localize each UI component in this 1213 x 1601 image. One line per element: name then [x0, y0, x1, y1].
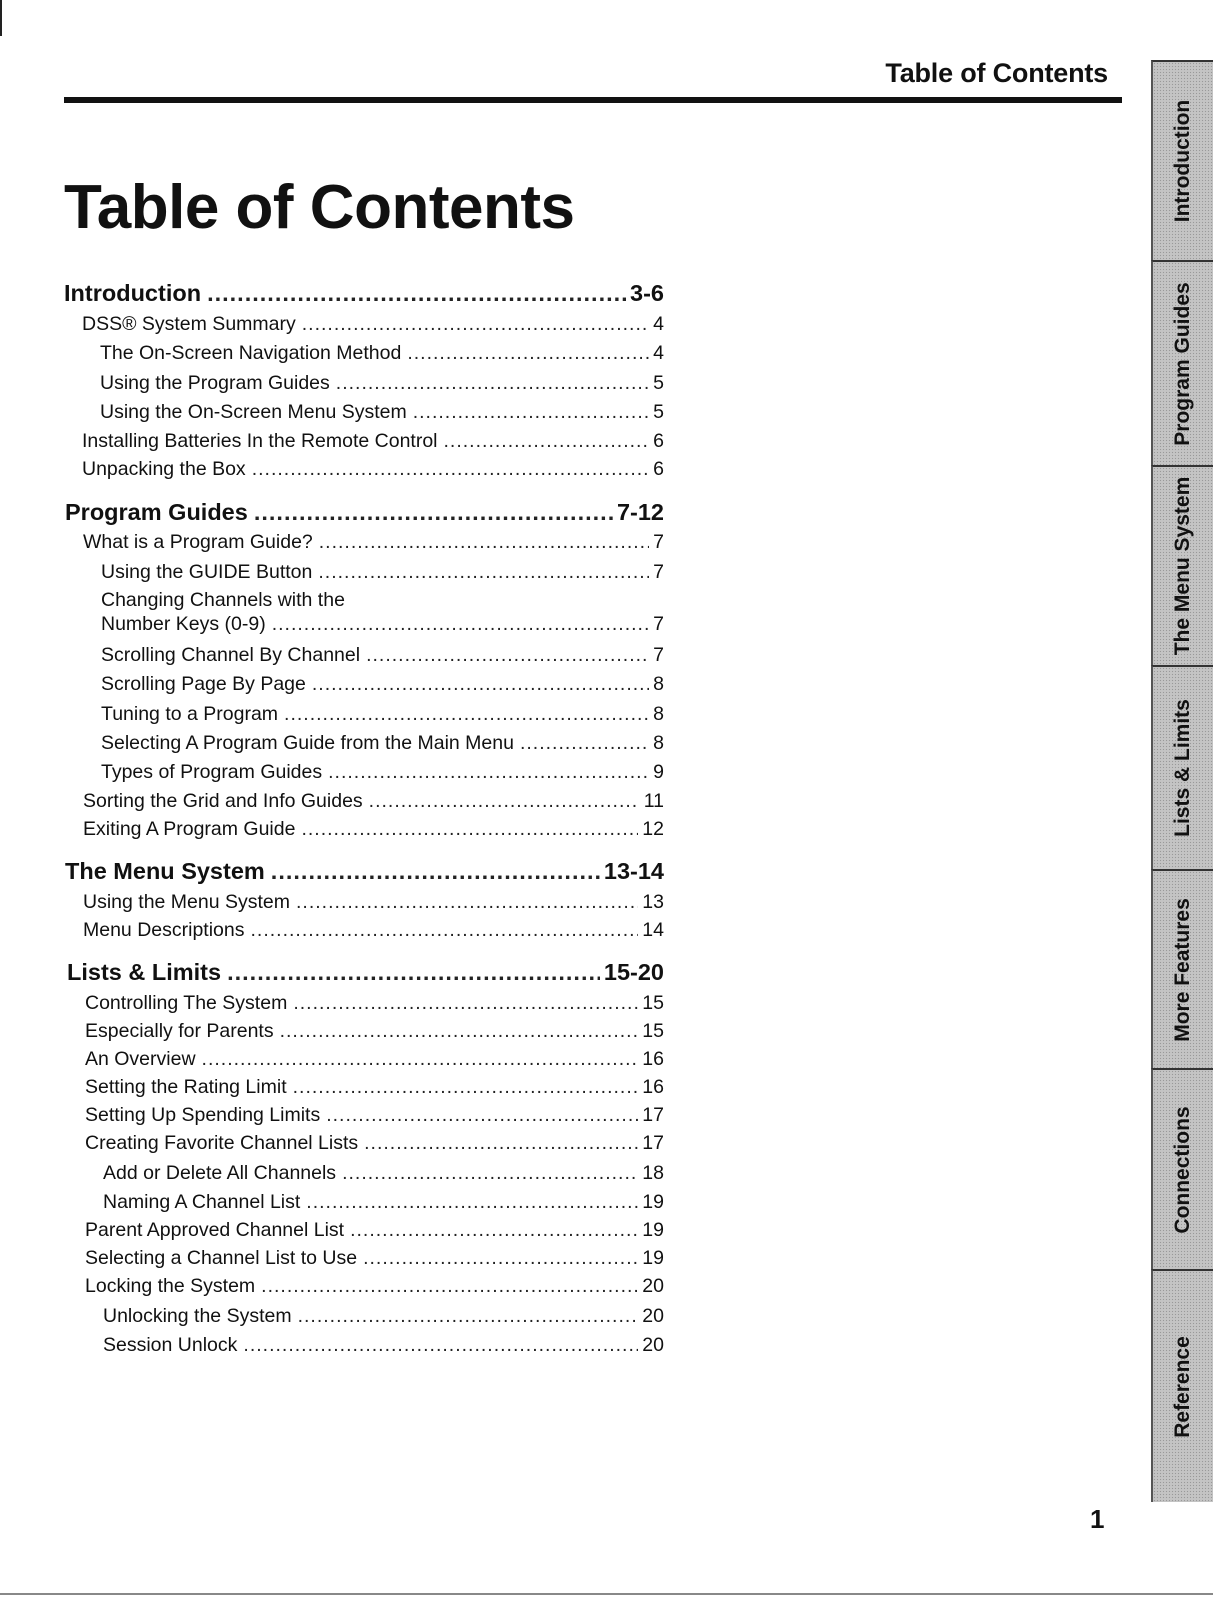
- toc-page-ref: 7: [653, 613, 664, 635]
- dot-leader: [328, 761, 649, 784]
- toc-entry: [103, 1162, 664, 1185]
- scan-edge-bottom: [0, 1593, 1213, 1595]
- toc-page-ref: 18: [642, 1162, 664, 1184]
- toc-page-ref: 19: [642, 1219, 664, 1241]
- toc-page-ref: 5: [653, 372, 664, 394]
- toc-entry: [83, 891, 664, 914]
- tab-program-guides[interactable]: [1151, 260, 1213, 465]
- dot-leader: [318, 561, 649, 584]
- toc-entry: [100, 372, 664, 395]
- toc-page-ref: 7: [653, 644, 664, 666]
- toc-entry-text: Tuning to a Program: [101, 703, 279, 725]
- dot-leader: [364, 1132, 638, 1155]
- dot-leader: [407, 342, 649, 365]
- dot-leader: [252, 458, 649, 481]
- toc-entry-text: Add or Delete All Channels: [103, 1162, 337, 1184]
- tab-label: Lists & Limits: [1171, 699, 1194, 837]
- dot-leader: [243, 1334, 638, 1357]
- toc-page-ref: 7: [653, 561, 664, 583]
- tab-label: Reference: [1171, 1335, 1194, 1438]
- toc-page-ref: 7-12: [616, 499, 664, 525]
- toc-page-ref: 19: [642, 1247, 664, 1269]
- toc-section-title: Program Guides: [65, 499, 248, 525]
- tab-label: Program Guides: [1171, 281, 1194, 446]
- toc-page-ref: 17: [642, 1132, 664, 1154]
- toc-section: [65, 858, 664, 885]
- dot-leader: [306, 1191, 638, 1214]
- toc-entry: [101, 644, 664, 667]
- toc-entry: [103, 1191, 664, 1214]
- toc-entry-text: Creating Favorite Channel Lists: [85, 1132, 359, 1154]
- toc-entry: [100, 342, 664, 365]
- dot-leader: [272, 613, 649, 636]
- toc-section: [65, 499, 664, 526]
- toc-entry: [85, 1020, 664, 1043]
- toc-entry: [101, 613, 664, 636]
- toc-entry: [101, 673, 664, 696]
- toc-entry: [83, 531, 664, 554]
- toc-entry-text: Changing Channels with the: [101, 589, 345, 611]
- tab-lists-limits[interactable]: [1151, 665, 1213, 869]
- section-tab-strip: [1151, 60, 1213, 1502]
- tab-label: More Features: [1171, 897, 1194, 1042]
- toc-page-ref: 20: [642, 1334, 664, 1356]
- toc-entry-text: An Overview: [85, 1048, 196, 1070]
- toc-entry-line: [101, 589, 664, 612]
- toc-page-ref: 4: [653, 342, 664, 364]
- dot-leader: [202, 1048, 639, 1071]
- dot-leader: [293, 1076, 639, 1099]
- toc-entry-text: Using the GUIDE Button: [101, 561, 313, 583]
- header-rule: [64, 97, 1122, 103]
- dot-leader: [363, 1247, 638, 1270]
- toc-entry-text: Setting the Rating Limit: [85, 1076, 287, 1098]
- toc-entry-text: Using the On-Screen Menu System: [100, 401, 407, 423]
- toc-page-ref: 12: [642, 818, 664, 840]
- toc-entry: [85, 1076, 664, 1099]
- dot-leader: [342, 1162, 638, 1185]
- toc-entry-text: Exiting A Program Guide: [83, 818, 296, 840]
- toc-entry-text: DSS® System Summary: [82, 313, 296, 335]
- toc-entry-text: Number Keys (0-9): [101, 613, 266, 635]
- toc-entry-text: The On-Screen Navigation Method: [100, 342, 402, 364]
- toc-page-ref: 13-14: [603, 858, 664, 884]
- toc-entry: [82, 430, 664, 453]
- toc-page-ref: 8: [653, 703, 664, 725]
- dot-leader: [413, 401, 649, 424]
- dot-leader: [336, 372, 649, 395]
- dot-leader: [298, 1305, 639, 1328]
- dot-leader: [296, 891, 638, 914]
- dot-leader: [261, 1275, 638, 1298]
- tab-the-menu-system[interactable]: [1151, 465, 1213, 665]
- toc-entry: [103, 1305, 664, 1328]
- toc-entry-text: Scrolling Page By Page: [101, 673, 306, 695]
- tab-more-features[interactable]: [1151, 869, 1213, 1068]
- toc-entry-text: Scrolling Channel By Channel: [101, 644, 361, 666]
- toc-entry: [85, 1048, 664, 1071]
- tab-reference[interactable]: [1151, 1269, 1213, 1502]
- tab-label: Introduction: [1171, 99, 1194, 223]
- toc-entry: [85, 1132, 664, 1155]
- toc-entry: [101, 561, 664, 584]
- toc-page-ref: 19: [642, 1191, 664, 1213]
- toc-page-ref: 20: [642, 1275, 664, 1297]
- dot-leader: [207, 280, 626, 307]
- toc-page-ref: 8: [653, 673, 664, 695]
- dot-leader: [284, 703, 649, 726]
- running-head: Table of Contents: [885, 58, 1108, 88]
- toc-page-ref: 11: [643, 790, 664, 812]
- toc-entry-text: Parent Approved Channel List: [85, 1219, 345, 1241]
- toc-section-title: The Menu System: [65, 858, 265, 884]
- toc-entry-text: Sorting the Grid and Info Guides: [83, 790, 363, 812]
- toc-entry-text: Especially for Parents: [85, 1020, 274, 1042]
- toc-entry-text: Setting Up Spending Limits: [85, 1104, 321, 1126]
- dot-leader: [326, 1104, 638, 1127]
- toc-page-ref: 6: [653, 430, 664, 452]
- dot-leader: [280, 1020, 639, 1043]
- toc-page-ref: 16: [642, 1048, 664, 1070]
- toc-entry-text: Types of Program Guides: [101, 761, 323, 783]
- dot-leader: [250, 919, 638, 942]
- dot-leader: [319, 531, 649, 554]
- toc-entry-text: Controlling The System: [85, 992, 288, 1014]
- toc-entry-text: Using the Menu System: [83, 891, 291, 913]
- page-number: 1: [1090, 1504, 1105, 1534]
- toc-page-ref: 15: [642, 992, 664, 1014]
- toc-entry-text: Naming A Channel List: [103, 1191, 301, 1213]
- dot-leader: [369, 790, 640, 813]
- toc-entry-text: Locking the System: [85, 1275, 256, 1297]
- toc-entry: [83, 790, 664, 813]
- toc-section-title: Lists & Limits: [67, 959, 222, 985]
- toc-page-ref: 3-6: [630, 280, 664, 306]
- toc-entry: [100, 401, 664, 424]
- toc-page-ref: 15: [642, 1020, 664, 1042]
- toc-page-ref: 13: [642, 891, 664, 913]
- toc-page-ref: 7: [653, 531, 664, 553]
- toc-entry: [82, 313, 664, 336]
- dot-leader: [366, 644, 649, 667]
- toc-entry-text: Unlocking the System: [103, 1305, 292, 1327]
- toc-entry: [101, 761, 664, 784]
- toc-entry: [83, 919, 664, 942]
- toc-entry: [82, 458, 664, 481]
- toc-page-ref: 17: [642, 1104, 664, 1126]
- toc-page-ref: 20: [642, 1305, 664, 1327]
- toc-page-ref: 8: [653, 732, 664, 754]
- toc-page-ref: 15-20: [603, 959, 664, 985]
- dot-leader: [312, 673, 649, 696]
- tab-connections[interactable]: [1151, 1068, 1213, 1269]
- toc-section: [64, 280, 664, 307]
- toc-entry-text: Using the Program Guides: [100, 372, 330, 394]
- toc-page-ref: 4: [653, 313, 664, 335]
- toc-entry: [85, 1247, 664, 1270]
- toc-entry: [85, 992, 664, 1015]
- toc-entry: [101, 732, 664, 755]
- toc-entry-text: Menu Descriptions: [83, 919, 245, 941]
- toc-entry-text: Unpacking the Box: [82, 458, 246, 480]
- dot-leader: [350, 1219, 638, 1242]
- toc-entry-text: Session Unlock: [103, 1334, 238, 1356]
- toc-entry-text: Installing Batteries In the Remote Control: [82, 430, 438, 452]
- dot-leader: [444, 430, 650, 453]
- toc-entry-text: What is a Program Guide?: [83, 531, 313, 553]
- toc-page-ref: 14: [642, 919, 664, 941]
- page-title: Table of Contents: [64, 173, 575, 242]
- toc-page-ref: 5: [653, 401, 664, 423]
- dot-leader: [520, 732, 649, 755]
- toc-entry: [101, 703, 664, 726]
- dot-leader: [301, 818, 638, 841]
- dot-leader: [254, 499, 613, 526]
- toc-entry: [85, 1275, 664, 1298]
- toc-entry: [103, 1334, 664, 1357]
- scan-edge-left: [0, 0, 2, 36]
- toc-section-title: Introduction: [64, 280, 202, 306]
- dot-leader: [302, 313, 649, 336]
- toc-entry-text: Selecting a Channel List to Use: [85, 1247, 358, 1269]
- toc-page-ref: 6: [653, 458, 664, 480]
- toc-entry: [85, 1219, 664, 1242]
- toc-page-ref: 16: [642, 1076, 664, 1098]
- tab-label: Connections: [1171, 1105, 1194, 1234]
- tab-introduction[interactable]: [1151, 60, 1213, 260]
- toc-entry: [83, 818, 664, 841]
- toc-page-ref: 9: [653, 761, 664, 783]
- toc-entry-text: Selecting A Program Guide from the Main Menu: [101, 732, 514, 754]
- dot-leader: [293, 992, 638, 1015]
- dot-leader: [271, 858, 600, 885]
- tab-label: The Menu System: [1171, 476, 1194, 656]
- toc-section: [67, 959, 664, 986]
- dot-leader: [227, 959, 600, 986]
- toc-entry: [85, 1104, 664, 1127]
